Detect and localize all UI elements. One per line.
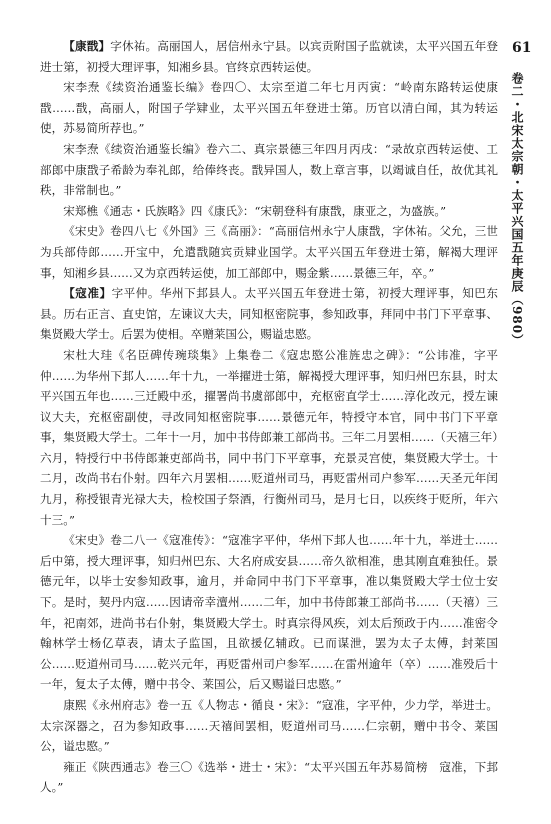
paragraph-text: 《宋史》卷四八七《外国》三《高丽》：“高丽信州永宁人康戬，字休祐。父允，三世为兵部侍郎……开宝中，允遣戬随宾贡肄业国学。太平兴国五年登进士第，解褐大理评事，知湘乡县……又为京西转运使，加工部郎中，赐金紫……景德三年，卒。”: [40, 224, 498, 280]
paragraph: [40, 201, 498, 222]
paragraph: [40, 345, 498, 530]
paragraph-text: 宋李焘《续资治通鉴长编》卷六二、真宗景德三年四月丙戌：“录故京西转运使、工部郎中康戬子希龄为奉礼郎，给俸终丧。戬异国人，数上章言事，以竭诚自任，故优其礼秩，非常制也。”: [40, 141, 498, 198]
paragraph: [40, 530, 498, 695]
paragraph-text: 字休祐。高丽国人，居信州永宁县。以宾贡附国子监就读，太平兴国五年登进士第，初授大理评事，知湘乡县。官终京西转运使。: [40, 39, 498, 74]
paragraph: [40, 77, 498, 139]
text-body: [40, 36, 498, 798]
paragraph: [40, 283, 498, 345]
paragraph: [40, 36, 498, 77]
paragraph: [40, 757, 498, 798]
paragraph: [40, 139, 498, 201]
paragraph: [40, 695, 498, 757]
paragraph-text: 宋杜大珪《名臣碑传琬琰集》上集卷二《寇忠愍公准旌忠之碑》：“公讳准，字平仲……为华州下邽人……年十九，一举擢进士第，解褐授大理评事，知归州巴东县，时太平兴国五年也……三迁殿中丞，擢署尚书虞部郎中，充枢密直学士……淳化改元，授左谏议大夫，充枢密副使，寻改同知枢密院事……景德元年，特授守本官，同中书门下平章事，集贤殿大学士。二年十一月，加中书侍郎兼工部尚书。三年二月罢相……（天禧三年）六月，特授行中书侍郎兼吏部尚书，同中书门下平章事，充景灵宫使，集贤殿大学士。十二月，改尚书右仆射。四年六月罢相……贬道州司马，再贬雷州司户参军……天圣元年闰九月，称授银青光禄大夫，检校国子祭酒，行衡州司马，是月七日，以疾终于贬所，年六十三。”: [40, 347, 498, 527]
paragraph-text: 雍正《陕西通志》卷三〇《选举・进士・宋》：“太平兴国五年苏易简榜 寇准，下邽人。”: [40, 759, 498, 795]
paragraph-text: 康熙《永州府志》卷一五《人物志・循良・宋》：“寇准，字平仲，少力学，举进士。太宗深器之，召为参知政事……天禧间罢相，贬道州司马……仁宗朝，赠中书令、莱国公，谥忠愍。”: [40, 698, 498, 754]
paragraph-text: 宋李焘《续资治通鉴长编》卷四〇、太宗至道二年七月丙寅：“岭南东路转运使康戬……戬，高丽人，附国子学肄业，太平兴国五年登进士第。历官以清白闻，其为转运使，苏易简所荐也。”: [40, 80, 498, 136]
entry-heading: 【寇准】: [63, 286, 112, 301]
page-number: 61: [512, 40, 532, 56]
entry-heading: 【康戬】: [63, 39, 111, 53]
paragraph-text: 宋郑樵《通志・氏族略》四《康氏》：“宋朝登科有康戬，康亚之，为盛族。”: [63, 203, 447, 218]
paragraph-text: 字平仲。华州下邽县人。太平兴国五年登进士第，初授大理评事，知巴东县。历右正言、直史馆，左谏议大夫，同知枢密院事，参知政事，拜同中书门下平章事、集贤殿大学士。后罢为使相。卒赠莱国公，赐谥忠愍。: [40, 286, 498, 342]
paragraph: [40, 221, 498, 283]
running-head: 卷二・北宋太宗朝・太平兴国五年庚辰（980）: [510, 72, 524, 348]
paragraph-text: 《宋史》卷二八一《寇准传》：“寇准字平仲，华州下邽人也……年十九，举进士……后中第，授大理评事，知归州巴东、大名府成安县……帝久欲相准，患其刚直难独任。景德元年，以毕士安参知政事，逾月，并命同中书门下平章事，准以集贤殿大学士位士安下。是时，契丹内寇……因请帝幸澶州……二年，加中书侍郎兼工部尚书……（天禧）三年，祀南郊，进尚书右仆射，集贤殿大学士。时真宗得风疾，刘太后预政于内……准密令翰林学士杨亿草表，请太子监国，且欲援亿辅政。已而谋泄，罢为太子太傅，封莱国公……贬道州司马……乾兴元年，再贬雷州司户参军……在雷州逾年（卒）……准殁后十一年，复太子太傅，赠中书令、莱国公，后又赐谥曰忠愍。”: [40, 533, 498, 692]
